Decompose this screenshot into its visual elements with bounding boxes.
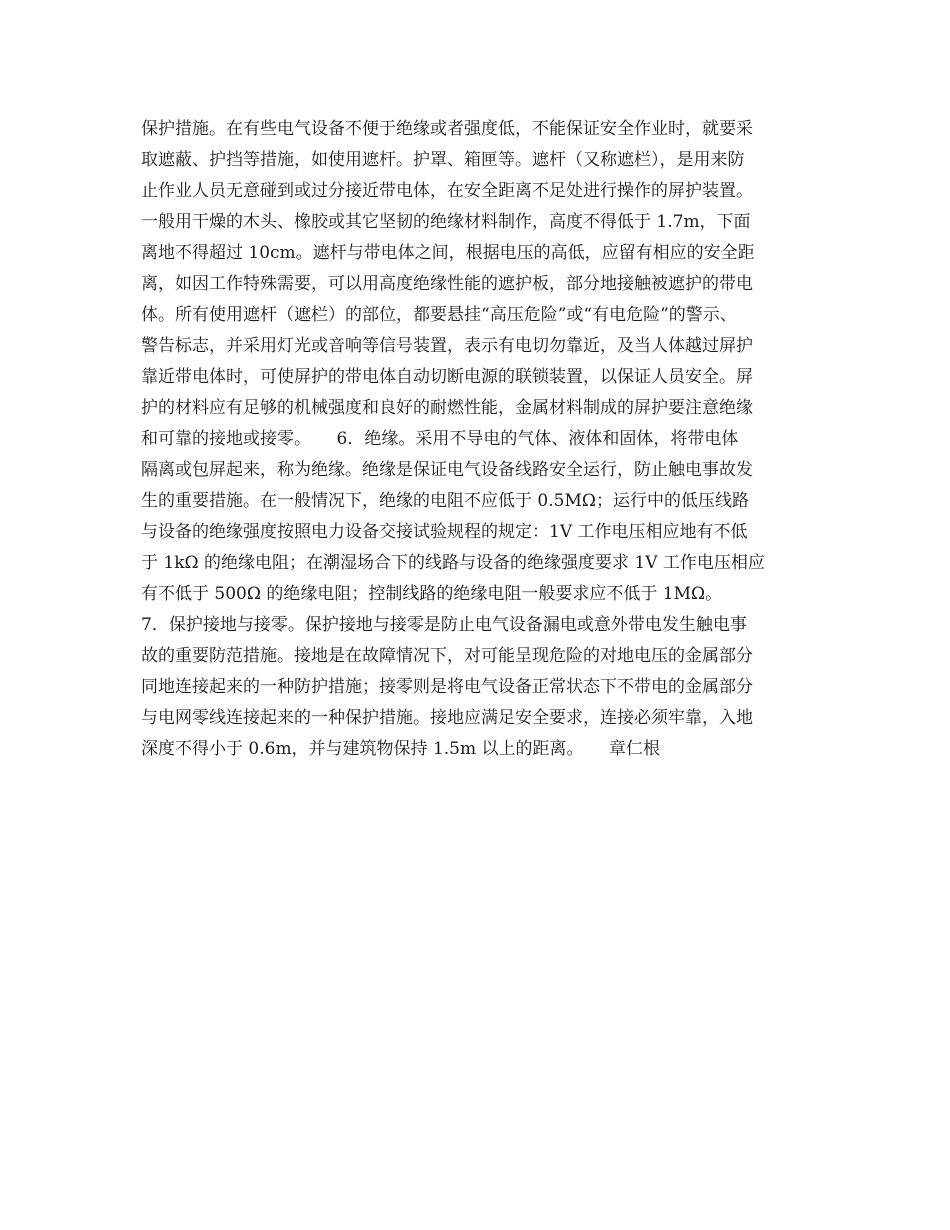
text-line: 有不低于 500Ω 的绝缘电阻；控制线路的绝缘电阻一般要求应不低于 1MΩ。	[141, 584, 723, 604]
text-line: 与设备的绝缘强度按照电力设备交接试验规程的规定：1V 工作电压相应地有不低	[141, 522, 748, 542]
text-line: 护的材料应有足够的机械强度和良好的耐燃性能，金属材料制成的屏护要注意绝缘	[141, 398, 753, 418]
text-line: 于 1kΩ 的绝缘电阻；在潮湿场合下的线路与设备的绝缘强度要求 1V 工作电压相应	[141, 553, 765, 573]
text-line: 取遮蔽、护挡等措施，如使用遮杆。护罩、箱匣等。遮杆（又称遮栏），是用来防	[141, 150, 745, 170]
text-line: 深度不得小于 0.6m，并与建筑物保持 1.5m 以上的距离。 章仁根	[141, 739, 661, 759]
text-line: 7．保护接地与接零。保护接地与接零是防止电气设备漏电或意外带电发生触电事	[141, 615, 747, 635]
text-line: 靠近带电体时，可使屏护的带电体自动切断电源的联锁装置，以保证人员安全。屏	[141, 367, 753, 387]
text-line: 同地连接起来的一种防护措施；接零则是将电气设备正常状态下不带电的金属部分	[141, 677, 753, 697]
body-text	[141, 114, 841, 765]
text-line: 体。所有使用遮杆（遮栏）的部位，都要悬挂“高压危险”或“有电危险”的警示、	[141, 305, 737, 325]
text-line: 和可靠的接地或接零。 6．绝缘。采用不导电的气体、液体和固体，将带电体	[141, 429, 739, 449]
text-line: 保护措施。在有些电气设备不便于绝缘或者强度低，不能保证安全作业时，就要采	[141, 119, 753, 139]
text-line: 离，如因工作特殊需要，可以用高度绝缘性能的遮护板，部分地接触被遮护的带电	[141, 274, 753, 294]
text-line: 故的重要防范措施。接地是在故障情况下，对可能呈现危险的对地电压的金属部分	[141, 646, 753, 666]
text-line: 止作业人员无意碰到或过分接近带电体，在安全距离不足处进行操作的屏护装置。	[141, 181, 753, 201]
text-line: 与电网零线连接起来的一种保护措施。接地应满足安全要求，连接必须牢靠，入地	[141, 708, 753, 728]
text-line: 警告标志，并采用灯光或音响等信号装置，表示有电切勿靠近，及当人体越过屏护	[141, 336, 753, 356]
text-line: 一般用干燥的木头、橡胶或其它坚韧的绝缘材料制作，高度不得低于 1.7m，下面	[141, 212, 751, 232]
text-line: 隔离或包屏起来，称为绝缘。绝缘是保证电气设备线路安全运行，防止触电事故发	[141, 460, 753, 480]
text-line: 离地不得超过 10cm。遮杆与带电体之间，根据电压的高低，应留有相应的安全距	[141, 243, 755, 263]
text-line: 生的重要措施。在一般情况下，绝缘的电阻不应低于 0.5MΩ；运行中的低压线路	[141, 491, 749, 511]
